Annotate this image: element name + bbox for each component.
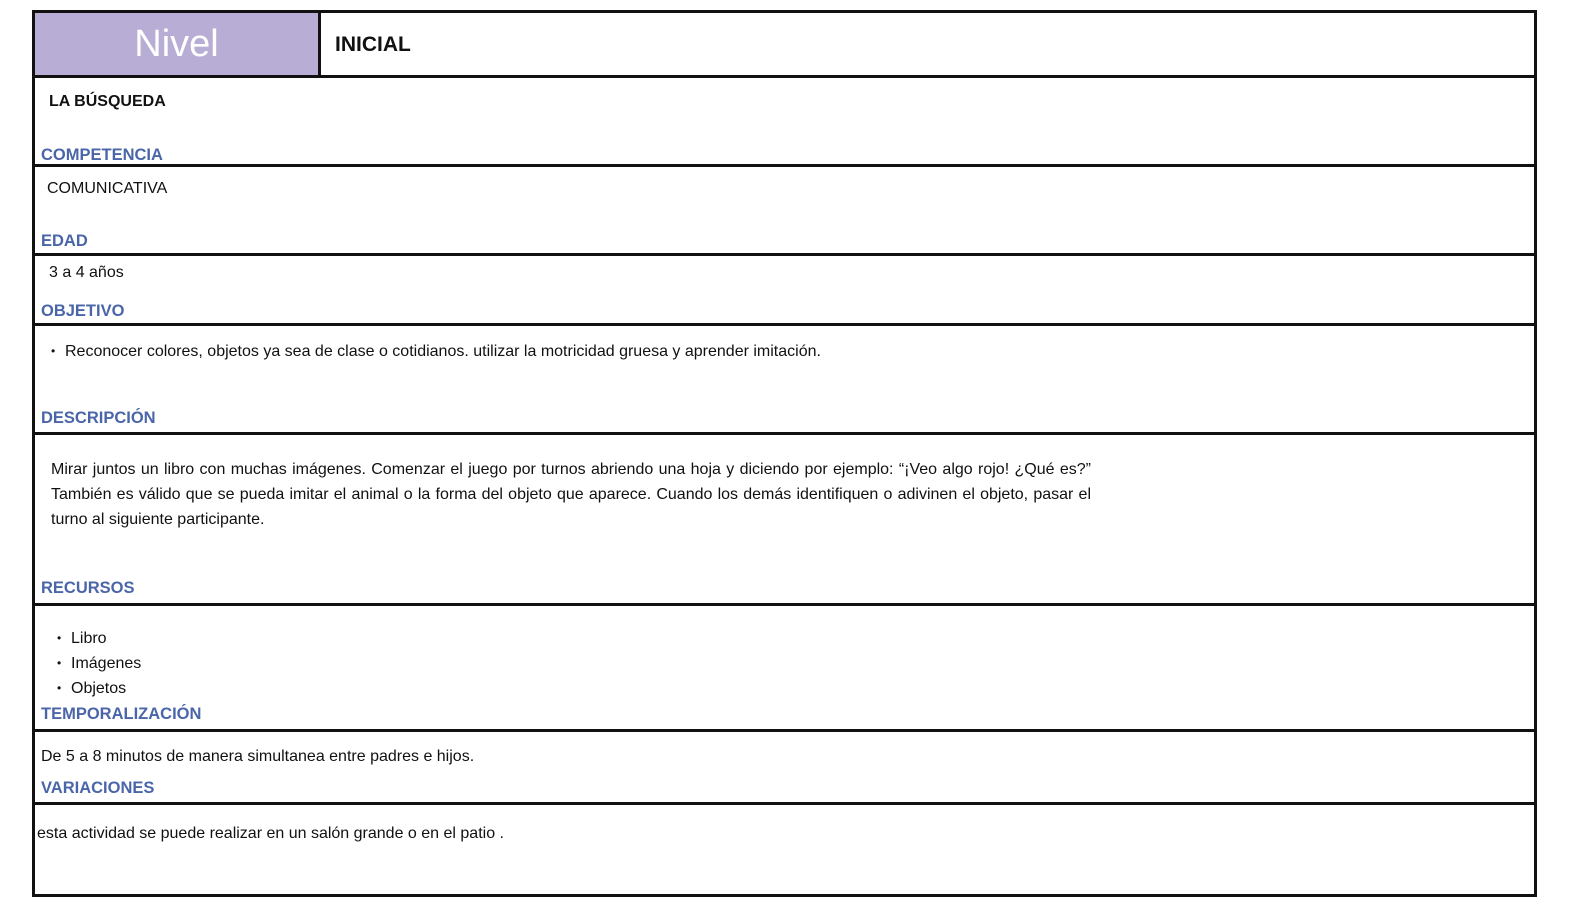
- divider: [35, 603, 1534, 606]
- descripcion-text: Mirar juntos un libro con muchas imágenes. Comenzar el juego por turnos abriendo una hoja y diciendo por ejemplo: “¡Veo algo rojo! ¿Qué es?” También es válido que se pueda imitar el animal o la forma del objeto que aparece. Cuando los demás identifiquen o adivinen el objeto, pasar el turno al siguiente participante.: [51, 461, 1091, 528]
- temporalizacion-label: TEMPORALIZACIÓN: [41, 705, 202, 723]
- activity-title: LA BÚSQUEDA: [49, 93, 166, 110]
- edad-label: EDAD: [41, 232, 88, 250]
- divider: [35, 802, 1534, 805]
- list-item: • Libro: [55, 626, 141, 651]
- recursos-label: RECURSOS: [41, 579, 135, 597]
- divider: [35, 432, 1534, 435]
- divider: [35, 729, 1534, 732]
- competencia-value: COMUNICATIVA: [47, 180, 168, 197]
- nivel-label: Nivel: [134, 23, 219, 65]
- variaciones-label: VARIACIONES: [41, 779, 155, 797]
- competencia-label: COMPETENCIA: [41, 146, 163, 164]
- edad-value: 3 a 4 años: [49, 264, 124, 281]
- objetivo-list: [49, 339, 821, 364]
- list-item: • Imágenes: [55, 651, 141, 676]
- variaciones-value: esta actividad se puede realizar en un salón grande o en el patio .: [37, 825, 504, 842]
- list-item: • Reconocer colores, objetos ya sea de clase o cotidianos. utilizar la motricidad gruesa y aprender imitación.: [49, 339, 821, 364]
- nivel-header-cell: [35, 13, 321, 76]
- nivel-value: INICIAL: [335, 33, 411, 56]
- temporalizacion-value: De 5 a 8 minutos de manera simultanea entre padres e hijos.: [41, 748, 475, 765]
- divider: [35, 323, 1534, 326]
- divider: [35, 75, 1534, 78]
- recursos-list: [55, 626, 141, 701]
- list-item: • Objetos: [55, 676, 141, 701]
- divider: [35, 164, 1534, 167]
- descripcion-label: DESCRIPCIÓN: [41, 409, 156, 427]
- objetivo-label: OBJETIVO: [41, 302, 125, 320]
- divider: [35, 253, 1534, 256]
- activity-sheet: [32, 10, 1537, 897]
